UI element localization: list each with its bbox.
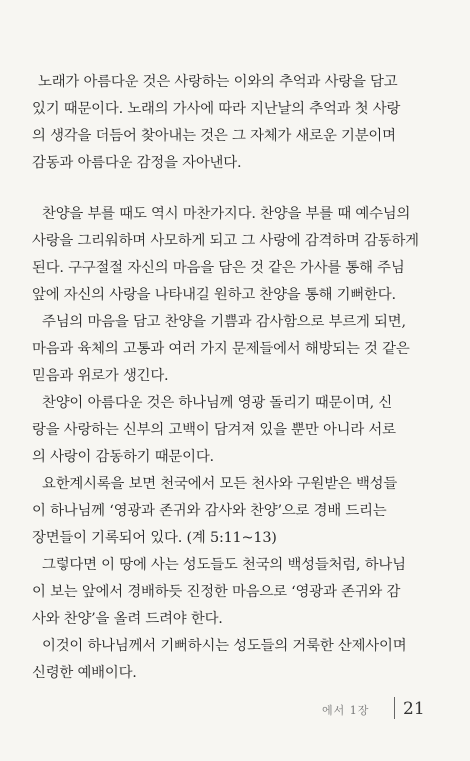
text-line: 찬양을 부를 때도 역시 마찬가지다. 찬양을 부를 때 예수님의 — [42, 206, 411, 222]
text-line: 이 보는 앞에서 경배하듯 진정한 마음으로 ‘영광과 존귀와 감 — [32, 584, 401, 600]
text-line: 마음과 육체의 고통과 여러 가지 문제들에서 해방되는 것 같은 — [32, 341, 410, 357]
footer-divider — [394, 697, 395, 719]
text-line: 의 생각을 더듬어 찾아내는 것은 그 자체가 새로운 기분이며 — [32, 128, 396, 144]
text-line: 사와 찬양’을 올려 드려야 한다. — [32, 611, 223, 627]
text-line: 찬양이 아름다운 것은 하나님께 영광 돌리기 때문이며, 신 — [42, 395, 393, 411]
text-line: 요한계시록을 보면 천국에서 모든 천사와 구원받은 백성들 — [42, 476, 398, 492]
page-number: 21 — [403, 699, 425, 719]
text-line: 사랑을 그리워하며 사모하게 되고 그 사랑에 감격하며 감동하게 — [32, 233, 419, 249]
text-line: 장면들이 기록되어 있다. (계 5:11~13) — [32, 530, 277, 546]
text-line: 노래가 아름다운 것은 사랑하는 이와의 추억과 사랑을 담고 — [38, 74, 398, 90]
chapter-label: 에서 1장 — [322, 704, 370, 717]
text-line: 랑을 사랑하는 신부의 고백이 담겨져 있을 뿐만 아니라 서로 — [32, 422, 396, 438]
text-line: 그렇다면 이 땅에 사는 성도들도 천국의 백성들처럼, 하나님 — [42, 557, 406, 573]
text-line: 주님의 마음을 담고 찬양을 기쁨과 감사함으로 부르게 되면, — [42, 314, 406, 330]
text-line: 이것이 하나님께서 기뻐하시는 성도들의 거룩한 산제사이며 — [42, 638, 407, 654]
text-line: 감동과 아름다운 감정을 자아낸다. — [32, 155, 242, 171]
text-line: 이 하나님께 ‘영광과 존귀와 감사와 찬양’으로 경배 드리는 — [32, 503, 387, 519]
text-line: 앞에 자신의 사랑을 나타내길 원하고 찬양을 통해 기뻐한다. — [32, 287, 396, 303]
text-line: 신령한 예배이다. — [32, 665, 137, 681]
text-line: 있기 때문이다. 노래의 가사에 따라 지난날의 추억과 첫 사랑 — [32, 101, 401, 117]
text-line: 된다. 구구절절 자신의 마음을 담은 것 같은 가사를 통해 주님 — [32, 260, 405, 276]
text-line: 믿음과 위로가 생긴다. — [32, 368, 169, 384]
text-line: 의 사랑이 감동하기 때문이다. — [32, 449, 214, 465]
